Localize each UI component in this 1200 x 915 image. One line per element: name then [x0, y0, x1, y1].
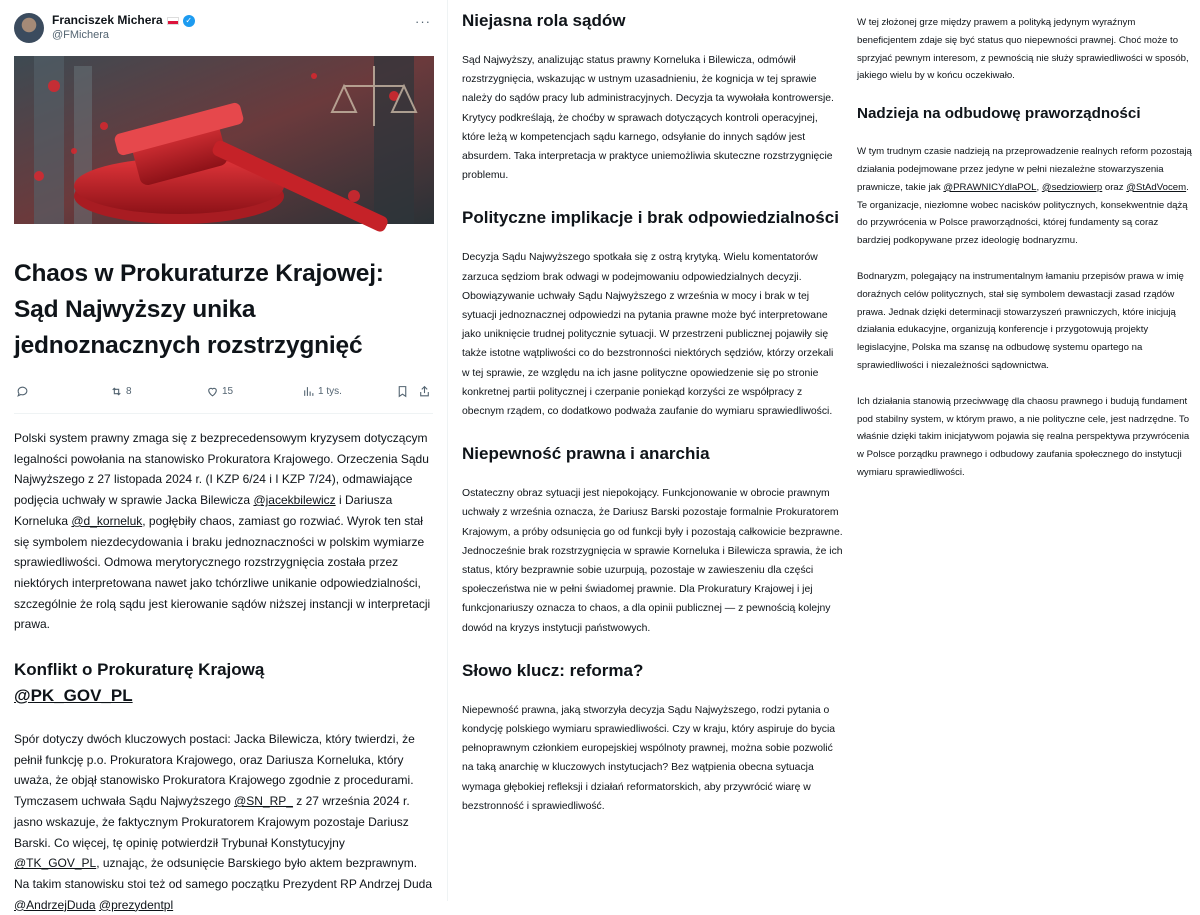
- views-icon: [302, 385, 315, 398]
- bookmark-icon: [396, 385, 409, 398]
- mention-link[interactable]: @PK_GOV_PL: [14, 686, 133, 706]
- mention-link[interactable]: @jacekbilewicz: [253, 493, 336, 508]
- text-run: . Te organizacje, niezłomne wobec nacisków politycznych, konsekwentnie dążą do przywrócenia w Polsce praworządności, której fundamenty są coraz bardziej podkopywane przez ideologię bodnaryzmu.: [857, 181, 1189, 247]
- author-names: [52, 13, 195, 43]
- nadzieja-paragraph: [857, 143, 1192, 250]
- status-quo-paragraph: W tej złożonej grze między prawem a polityką jedynym wyraźnym beneficjentem zdaje się być status quo niepewności prawnej. Choć może to sprzyjać pewnym interesom, z pewnością nie służy sprawiedliwości w sposób, jakiego wielu by w końcu oczekiwało.: [857, 17, 1189, 82]
- text-run: , pogłębiły chaos, zamiast go rozwiać. Wyrok ten stał się symbolem niezdecydowania i braku jednoznaczności w polskim wymiarze sprawiedliwości. Odmowa merytorycznego rozstrzygnięcia została przez niektórych interpretowana nawet jako tchórzliwe unikanie odpowiedzialności, szczególnie że rolą sądu jest kierowanie sądów niższej instancji w interpretacji prawa.: [14, 513, 431, 632]
- text-run: W tym trudnym czasie nadzieją na przeprowadzenie realnych reform pozostają działania podejmowane przez jedyne w pełni niezależne stowarzyszenia prawnicze, takie jak: [857, 146, 1192, 193]
- closing-paragraph: Ich działania stanowią przeciwwagę dla chaosu prawnego i budują fundament pod stabilny system, w którym prawo, a nie polityczne cele, jest nadrzędne. To właśnie dzięki takim inicjatywom pojawia się realna perspektywa przywrócenia w Polsce porządku prawnego i odbudowy zaufania społecznego do instytucji wymiaru sprawiedliwości.: [857, 395, 1190, 478]
- author-name[interactable]: Franciszek Michera: [52, 13, 163, 27]
- text-run: Polski system prawny zmaga się z bezprecedensowym kryzysem dotyczącym legalności powołania na stanowisko Prokuratora Krajowego. Orzeczenia Sądu Najwyższego z 27 listopada 2024 r. (I KZP 6/24 i I KZP 7/24), odmawiające podjęcia uchwały w sprawie Jacka Bilewicza: [14, 431, 429, 508]
- repost-icon: [110, 385, 123, 398]
- repost-button[interactable]: [110, 385, 132, 398]
- text-run: ,: [1036, 181, 1042, 193]
- views-button[interactable]: [302, 385, 342, 398]
- reply-button[interactable]: [16, 385, 29, 398]
- more-options-icon[interactable]: ···: [415, 14, 431, 29]
- article-cover-image: [14, 56, 434, 224]
- share-icon: [418, 385, 431, 398]
- views-count: 1 tys.: [318, 386, 342, 397]
- like-button[interactable]: [206, 385, 233, 398]
- article-column-3: [857, 0, 1200, 901]
- section-heading-niepewnosc: Niepewność prawna i anarchia: [462, 444, 710, 464]
- mention-link[interactable]: @prezydentpl: [98, 897, 174, 912]
- bodnaryzm-paragraph: Bodnaryzm, polegający na instrumentalnym łamaniu przepisów prawa w imię doraźnych celów politycznych, stał się symbolem dewastacji zasad rządów prawa. Jednak dzięki determinacji stowarzyszeń prawniczych, które inicjują działania edukacyjne, organizują konferencje i przygotowują projekty legislacyjne, Polska ma szansę na odbudowę systemu opartego na sprawiedliwości i niezależności sądownictwa.: [857, 270, 1184, 371]
- niepewnosc-paragraph: Ostateczny obraz sytuacji jest niepokojący. Funkcjonowanie w obrocie prawnym uchwały z września oznacza, że Dariusz Barski pozostaje formalnie Prokuratorem Krajowym, a próby odsunięcia go od funkcji były i pozostają całkowicie bezprawne. Jednocześnie brak rozstrzygnięcia w sprawie Korneluka i Bilewicza sprawia, że ich status, który bezprawnie sobie uzurpują, pozostaje w zawieszeniu dla części społeczeństwa nie w pełni świadomej prawnie. Dla Prokuratury Krajowej i jej funkcjonariuszy oznacza to chaos, a dla opinii publicznej — z pewnością kolejny dowód na kryzys instytucji państwowych.: [462, 488, 843, 634]
- mention-link[interactable]: @StAdVocem: [1126, 181, 1187, 193]
- like-count: 15: [222, 386, 234, 397]
- verified-badge-icon: ✓: [183, 15, 195, 27]
- section-heading-nadzieja: Nadzieja na odbudowę praworządności: [857, 105, 1141, 123]
- mention-link[interactable]: @TK_GOV_PL: [14, 856, 97, 871]
- mention-link[interactable]: @d_korneluk: [71, 513, 143, 528]
- repost-count: 8: [126, 386, 132, 397]
- author-header: [14, 0, 433, 56]
- text-run: i Dariusza Korneluka: [14, 493, 393, 528]
- poland-flag-icon: [167, 17, 179, 25]
- section-heading-reforma: Słowo klucz: reforma?: [462, 660, 644, 680]
- heading-text: Konflikt o Prokuraturę Krajową: [14, 660, 265, 680]
- section-heading-polityczne: Polityczne implikacje i brak odpowiedzialności: [462, 208, 839, 228]
- text-run: oraz: [1102, 181, 1127, 193]
- text-run: z 27 września 2024 r. jasno wskazuje, że faktycznym Prokuratorem Krajowym pozostaje Dariusz Barski. Co więcej, tę opinię potwierdził Trybunał Konstytucyjny: [14, 794, 410, 850]
- gavel-illustration: [14, 56, 434, 224]
- name-row: [52, 13, 195, 28]
- konflikt-paragraph: [14, 729, 433, 915]
- mention-link[interactable]: @AndrzejDuda: [14, 897, 96, 912]
- intro-paragraph: [14, 428, 433, 635]
- heart-icon: [206, 385, 219, 398]
- article-title: Chaos w Prokuraturze Krajowej: Sąd Najwyższy unika jednoznacznych rozstrzygnięć: [14, 260, 384, 359]
- share-button[interactable]: [418, 385, 431, 398]
- avatar[interactable]: [14, 13, 44, 43]
- bookmark-button[interactable]: [396, 385, 409, 398]
- text-run: , uznając, że odsunięcie Barskiego było aktem bezprawnym. Na takim stanowisku stoi też od samego początku Prezydent RP Andrzej Duda: [14, 856, 432, 891]
- mention-link[interactable]: @PRAWNICYdlaPOL: [943, 181, 1037, 193]
- section-heading-konflikt: [14, 657, 433, 709]
- mention-link[interactable]: @SN_RP_: [234, 794, 293, 809]
- reply-icon: [16, 385, 29, 398]
- author-handle[interactable]: @FMichera: [52, 29, 110, 41]
- reforma-paragraph: Niepewność prawna, jaką stworzyła decyzja Sądu Najwyższego, rodzi pytania o kondycję polskiego wymiaru sprawiedliwości. Czy w kraju, który aspiruje do bycia pełnoprawnym członkiem europejskiej wspólnoty prawnej, można sobie pozwolić na taką anarchię w kluczowych instytucjach? Bez wątpienia obecna sytuacja wymaga głębokiej refleksji i działań reformatorskich, aby przywrócić wiarę w bezstronność i sprawiedliwość.: [462, 704, 836, 812]
- polityczne-paragraph: Decyzja Sądu Najwyższego spotkała się z ostrą krytyką. Wielu komentatorów zarzuca sędziom brak odwagi w podejmowaniu odpowiedzialnych decyzji. Obowiązywanie uchwały Sądu Najwyższego z września w mocy i brak w tej sytuacji jednoznacznej odpowiedzi na pytania prawne może być interpretowane jako uniknięcie trudnej politycznie sytuacji. W przestrzeni publicznej pojawiły się także istotne wątpliwości co do bezstronności niektórych sędziów, którzy orzekali w tej sprawie, ze względu na ich jasne polityczne opowiedzenie się po stronie konkretnej partii politycznej i czerpanie poniekąd korzyści ze współpracy z obecnym rządem, co dodatkowo podważa zaufanie do wymiaru sprawiedliwości.: [462, 252, 834, 418]
- engagement-bar: [14, 370, 433, 414]
- article-column-1: [0, 0, 447, 912]
- article-column-2: [447, 0, 857, 901]
- text-run: Spór dotyczy dwóch kluczowych postaci: Jacka Bilewicza, który twierdzi, że pełnił funkcję p.o. Prokuratora Krajowego, oraz Dariusza Korneluka, który uważa, że objął stanowisko Prokuratora Krajowego zgodnie z procedurami. Tymczasem uchwała Sądu Najwyższego: [14, 732, 415, 809]
- section-heading-rola-sadow: Niejasna rola sądów: [462, 11, 626, 30]
- mention-link[interactable]: @sedziowierp: [1041, 181, 1103, 193]
- rola-sadow-paragraph: Sąd Najwyższy, analizując status prawny Korneluka i Bilewicza, odmówił rozstrzygnięcia, wskazując w ustnym uzasadnieniu, że kognicja w tej sprawie należy do sądów pracy lub administracyjnych. Decyzja ta wywołała kontrowersje. Krytycy podkreślają, że choćby w sprawach dotyczących kontroli operacyjnej, które leżą w kompetencjach sądu karnego, odsyłanie do innych sądów jest absurdem. Taka interpretacja w praktyce uniemożliwia skuteczne rozstrzygnięcie problemu.: [462, 55, 834, 182]
